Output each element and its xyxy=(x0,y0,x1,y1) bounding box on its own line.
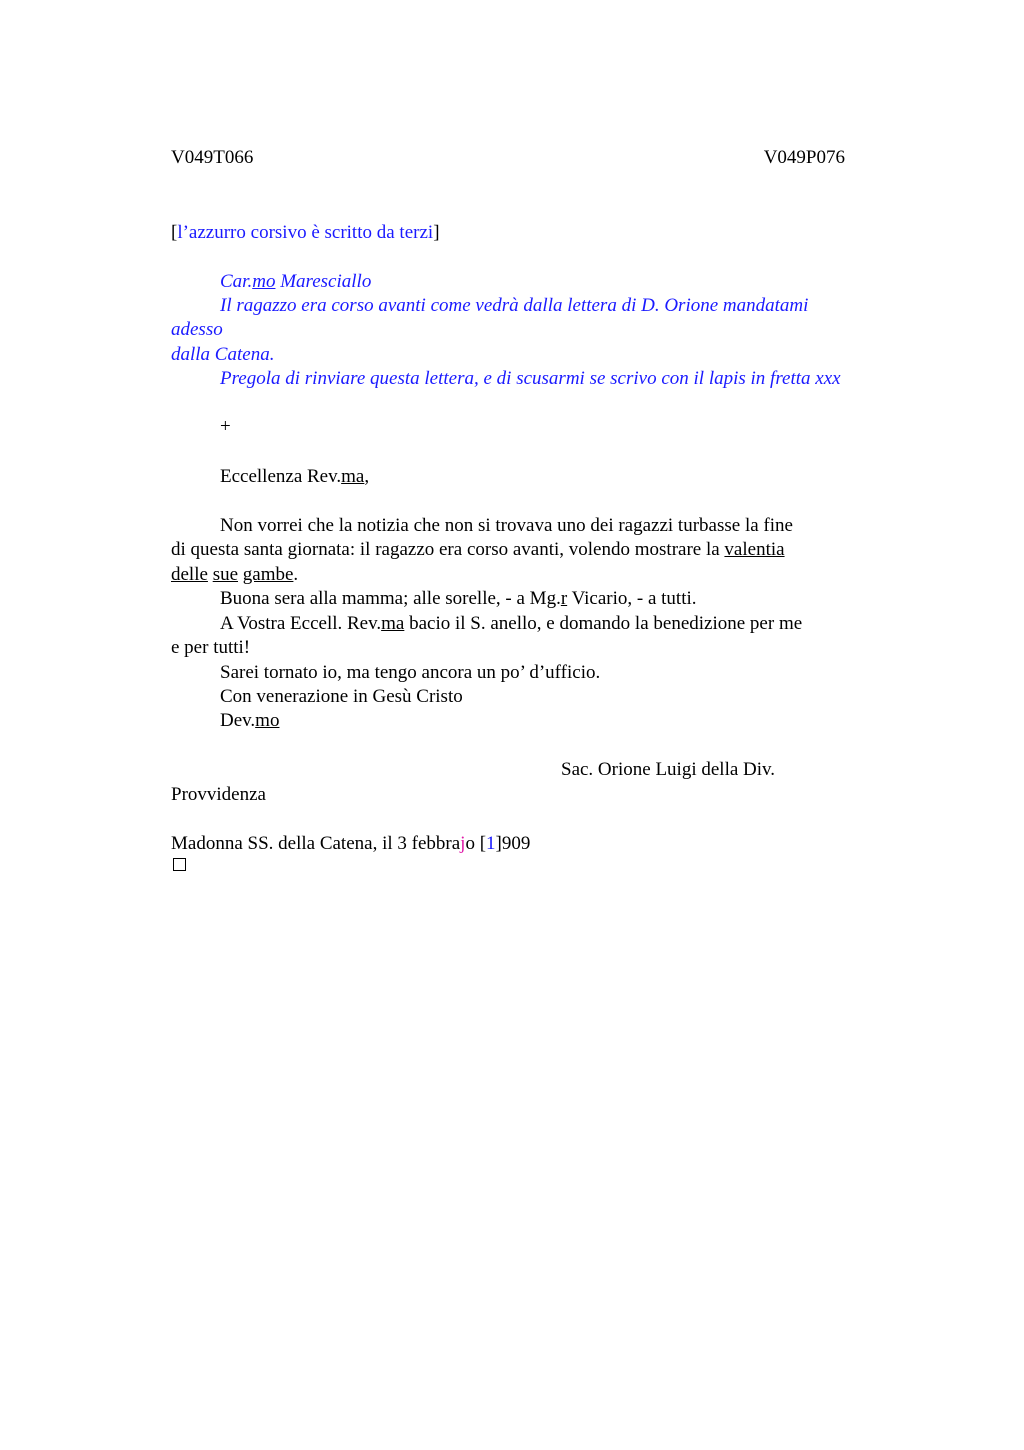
empty-box-icon xyxy=(173,858,186,871)
p2-post: Vicario, - a tutti. xyxy=(567,588,697,609)
place-date-year: 909 xyxy=(501,833,531,854)
note-salutation-post: Maresciallo xyxy=(275,271,372,292)
paragraph-3-line-2: e per tutti! xyxy=(171,637,251,658)
note-line-1: Il ragazzo era corso avanti come vedrà dalla lettera di D. Orione mandatami xyxy=(220,295,809,316)
p3-post: bacio il S. anello, e domando la benedizione per me xyxy=(404,613,803,634)
p2-pre: Buona sera alla mamma; alle sorelle, - a Mg. xyxy=(220,588,561,609)
note-salutation-abbr: mo xyxy=(252,271,276,292)
cross-symbol: + xyxy=(220,416,231,437)
greeting-post: , xyxy=(364,466,370,487)
note-line-4: Pregola di rinviare questa lettera, e di scusarmi se scrivo con il lapis in fretta xxx xyxy=(220,368,841,389)
paragraph-3-line-1 xyxy=(220,612,802,636)
letter-greeting xyxy=(220,465,369,489)
p3-abbr: ma xyxy=(381,613,405,634)
document-page xyxy=(171,0,901,1450)
place-date xyxy=(171,832,530,856)
p1-word-gambe: gambe xyxy=(242,564,294,585)
note-line-2: adesso xyxy=(171,319,223,340)
p1-word-delle: delle xyxy=(171,564,208,585)
editor-note-open-bracket: [ xyxy=(171,222,178,243)
editor-note-close-bracket: ] xyxy=(433,222,440,243)
p3-pre: A Vostra Eccell. Rev. xyxy=(220,613,382,634)
editor-note-text: l’azzurro corsivo è scritto da terzi xyxy=(177,222,434,243)
signature-line-2: Provvidenza xyxy=(171,784,266,805)
paragraph-2 xyxy=(220,587,697,611)
place-date-bracket-close: ] xyxy=(495,833,502,854)
paragraph-5: Con venerazione in Gesù Cristo xyxy=(220,686,463,707)
note-salutation xyxy=(220,270,371,294)
p2-abbr: r xyxy=(560,588,568,609)
paragraph-1-line-2 xyxy=(171,538,785,562)
note-line-3: dalla Catena. xyxy=(171,344,275,365)
p1-word-sue: sue xyxy=(212,564,239,585)
place-date-digit: 1 xyxy=(486,833,496,854)
p1-period: . xyxy=(293,564,299,585)
paragraph-4: Sarei tornato io, ma tengo ancora un po’ d’ufficio. xyxy=(220,662,601,683)
place-date-bracket-open: [ xyxy=(479,833,487,854)
paragraph-1-line-3 xyxy=(171,563,298,587)
letter-closing xyxy=(220,709,279,733)
p1-line2-underlined: valentia xyxy=(724,539,785,560)
place-date-j: j xyxy=(460,833,466,854)
place-date-mid: o xyxy=(465,833,480,854)
p1-line2-text: di questa santa giornata: il ragazzo era corso avanti, volendo mostrare la xyxy=(171,539,725,560)
paragraph-1-line-1: Non vorrei che la notizia che non si trovava uno dei ragazzi turbasse la fine xyxy=(220,515,793,536)
greeting-pre: Eccellenza Rev. xyxy=(220,466,342,487)
note-salutation-pre: Car. xyxy=(220,271,253,292)
header-left-code: V049T066 xyxy=(171,147,254,168)
greeting-abbr: ma xyxy=(341,466,365,487)
place-date-pre: Madonna SS. della Catena, il 3 febbra xyxy=(171,833,461,854)
closing-abbr: mo xyxy=(255,710,280,731)
closing-pre: Dev. xyxy=(220,710,256,731)
header-right-code: V049P076 xyxy=(763,147,845,168)
signature-line-1: Sac. Orione Luigi della Div. xyxy=(561,759,776,780)
editor-note xyxy=(171,221,440,245)
